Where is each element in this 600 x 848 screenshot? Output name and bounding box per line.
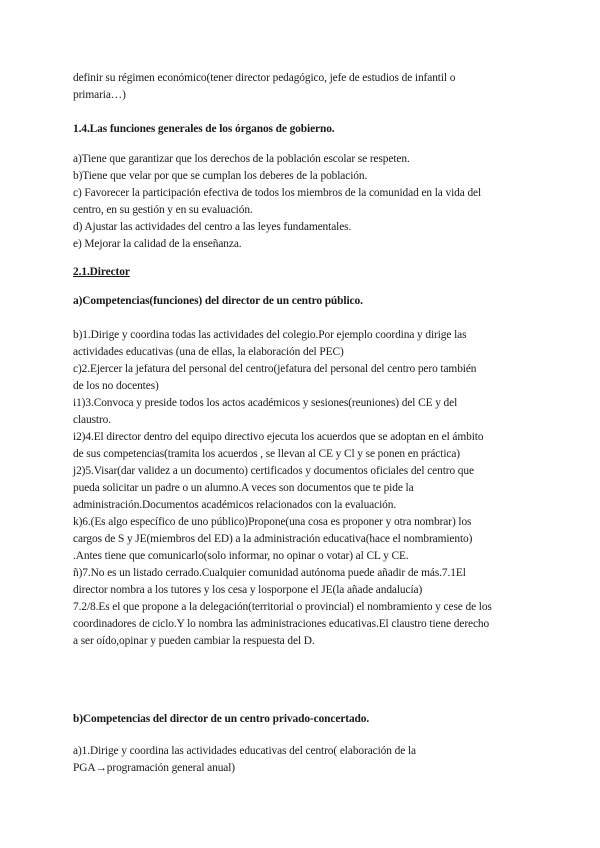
list-line: d) Ajustar las actividades del centro a las leyes fundamentales. (73, 221, 352, 233)
subsection-b-heading: b)Competencias del director de un centro privado-concertado. (73, 713, 370, 725)
list-line: administración.Documentos académicos relacionados con la evaluación. (73, 499, 397, 511)
list-line: 7.2/8.Es el que propone a la delegación(territorial o provincial) el nombramiento y cese de los (73, 601, 492, 613)
text-line: definir su régimen económico(tener director pedagógico, jefe de estudios de infantil o (73, 72, 456, 84)
list-line: cargos de S y JE(miembros del ED) a la administración educativa(hace el nombramiento) (73, 533, 473, 545)
list-line: centro, en su gestión y en su evaluación. (73, 204, 253, 216)
list-line: b)1.Dirige y coordina todas las actividades del colegio.Por ejemplo coordina y dirige las (73, 329, 467, 341)
list-line: de los no docentes) (73, 380, 159, 392)
list-line: a)1.Dirige y coordina las actividades educativas del centro( elaboración de la (73, 745, 416, 757)
list-line: e) Mejorar la calidad de la enseñanza. (73, 238, 242, 250)
list-line: i1)3.Convoca y preside todos los actos académicos y sesiones(reuniones) del CE y del (73, 397, 458, 409)
list-line: a ser oído,opinar y pueden cambiar la respuesta del D. (73, 635, 315, 647)
list-line: claustro. (73, 414, 112, 426)
section-1-4-list (73, 151, 533, 253)
list-line: PGA→programación general anual) (73, 762, 236, 774)
list-line: actividades educativas (una de ellas, la elaboración del PEC) (73, 346, 344, 358)
text-line: primaria…) (73, 89, 126, 101)
list-line: b)Tiene que velar por que se cumplan los deberes de la población. (73, 170, 368, 182)
list-line: a)Tiene que garantizar que los derechos de la población escolar se respeten. (73, 153, 410, 165)
subsection-a-list (73, 327, 533, 565)
list-line: k)6.(Es algo específico de uno público)Propone(una cosa es proponer y otra nombrar) los (73, 516, 472, 528)
list-line: pueda solicitar un padre o un alumno.A veces son documentos que te pide la (73, 482, 414, 494)
list-line: c)2.Ejercer la jefatura del personal del centro(jefatura del personal del centro pero también (73, 363, 477, 375)
subsection-b-list (73, 743, 533, 777)
list-line: coordinadores de ciclo.Y lo nombra las administraciones educativas.El claustro tiene derecho (73, 618, 490, 630)
subsection-a-list-continued (73, 565, 533, 650)
section-2-1-heading: 2.1.Director (73, 266, 130, 278)
list-line: director nombra a los tutores y los cesa y losporpone el JE(la añade andalucía) (73, 584, 423, 596)
list-line: j2)5.Visar(dar validez a un documento) certificados y documentos oficiales del centro que (73, 465, 474, 477)
list-line: .Antes tiene que comunicarlo(solo informar, no opinar o votar) al CL y CE. (73, 550, 409, 562)
list-line: de sus competencias(tramita los acuerdos , se llevan al CE y Cl y se ponen en práctica) (73, 448, 460, 460)
intro-paragraph (73, 70, 533, 104)
section-1-4-heading: 1.4.Las funciones generales de los órganos de gobierno. (73, 123, 335, 135)
subsection-a-heading: a)Competencias(funciones) del director de un centro público. (73, 295, 363, 307)
list-line: i2)4.El director dentro del equipo directivo ejecuta los acuerdos que se adoptan en el ámbito (73, 431, 484, 443)
list-line: ñ)7.No es un listado cerrado.Cualquier comunidad autónoma puede añadir de más.7.1El (73, 567, 466, 579)
list-line: c) Favorecer la participación efectiva de todos los miembros de la comunidad en la vida del (73, 187, 482, 199)
